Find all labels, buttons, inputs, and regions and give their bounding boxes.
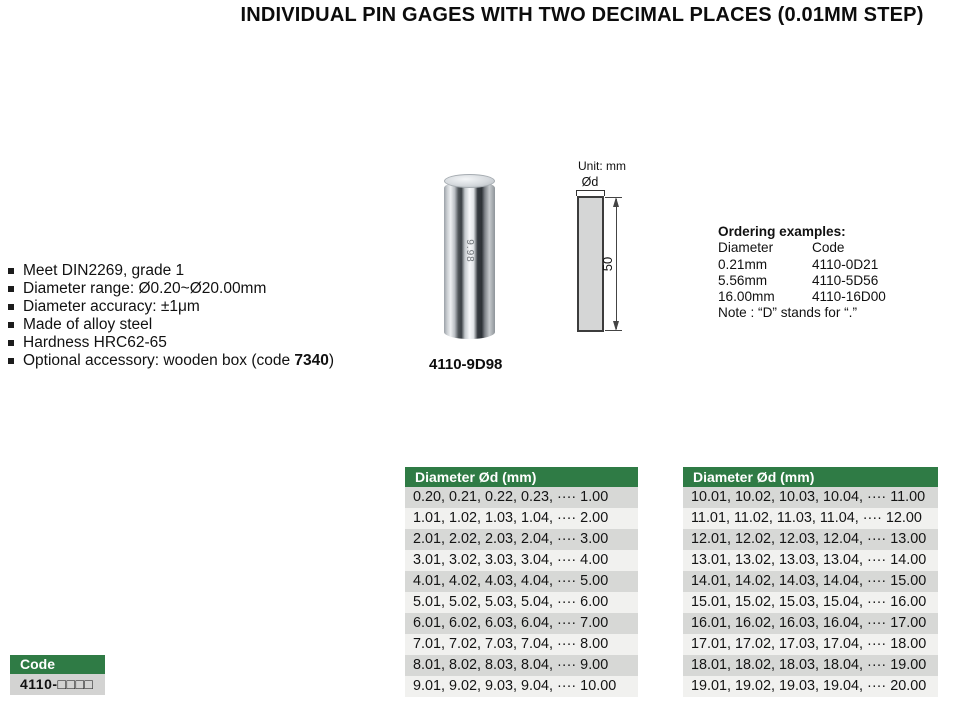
feature-text: Optional accessory: wooden box (code 7340) bbox=[23, 352, 335, 369]
pin-gage-top-face bbox=[444, 174, 495, 188]
ordering-examples bbox=[718, 224, 886, 322]
feature-item bbox=[8, 280, 334, 298]
table-rows bbox=[405, 487, 638, 697]
feature-text: Hardness HRC62-65 bbox=[23, 334, 167, 351]
table-row: 17.01, 17.02, 17.03, 17.04, ···· 18.00 bbox=[683, 634, 938, 655]
table-row: 8.01, 8.02, 8.03, 8.04, ···· 9.00 bbox=[405, 655, 638, 676]
unit-label: Unit: mm bbox=[578, 159, 626, 173]
table-row: 2.01, 2.02, 2.03, 2.04, ···· 3.00 bbox=[405, 529, 638, 550]
pin-engraving-text: 9.98 bbox=[464, 239, 476, 263]
table-row: 13.01, 13.02, 13.03, 13.04, ···· 14.00 bbox=[683, 550, 938, 571]
page-title: INDIVIDUAL PIN GAGES WITH TWO DECIMAL PLACES (0.01MM STEP) bbox=[240, 4, 924, 26]
table-row: 3.01, 3.02, 3.03, 3.04, ···· 4.00 bbox=[405, 550, 638, 571]
table-row: 16.01, 16.02, 16.03, 16.04, ···· 17.00 bbox=[683, 613, 938, 634]
table-row: 18.01, 18.02, 18.03, 18.04, ···· 19.00 bbox=[683, 655, 938, 676]
ordering-col-code: Code bbox=[812, 240, 845, 256]
code-box-header: Code bbox=[10, 655, 105, 674]
table-row: 9.01, 9.02, 9.03, 9.04, ···· 10.00 bbox=[405, 676, 638, 697]
ordering-row: 5.56mm 4110-5D56 bbox=[718, 272, 879, 288]
diameter-table-1 bbox=[405, 467, 638, 697]
ordering-note: Note : “D” stands for “.” bbox=[718, 305, 857, 321]
feature-item bbox=[8, 298, 334, 316]
height-dim-label: 50 bbox=[599, 256, 615, 272]
arrow-up-icon bbox=[613, 197, 619, 207]
table-header: Diameter Ød (mm) bbox=[405, 467, 638, 487]
feature-item bbox=[8, 316, 334, 334]
square-bullet-icon bbox=[8, 304, 14, 310]
table-row: 4.01, 4.02, 4.03, 4.04, ···· 5.00 bbox=[405, 571, 638, 592]
square-bullet-icon bbox=[8, 358, 14, 364]
ordering-row: 0.21mm 4110-0D21 bbox=[718, 256, 879, 272]
feature-item bbox=[8, 334, 334, 352]
ordering-heading: Ordering examples: bbox=[718, 224, 846, 239]
table-row: 5.01, 5.02, 5.03, 5.04, ···· 6.00 bbox=[405, 592, 638, 613]
diameter-dim-label: Ød bbox=[581, 175, 599, 189]
table-row: 1.01, 1.02, 1.03, 1.04, ···· 2.00 bbox=[405, 508, 638, 529]
feature-item bbox=[8, 262, 334, 280]
feature-list bbox=[8, 262, 334, 370]
code-box bbox=[10, 655, 105, 695]
table-row: 6.01, 6.02, 6.03, 6.04, ···· 7.00 bbox=[405, 613, 638, 634]
table-row: 0.20, 0.21, 0.22, 0.23, ···· 1.00 bbox=[405, 487, 638, 508]
table-row: 19.01, 19.02, 19.03, 19.04, ···· 20.00 bbox=[683, 676, 938, 697]
table-row: 15.01, 15.02, 15.03, 15.04, ···· 16.00 bbox=[683, 592, 938, 613]
table-row: 7.01, 7.02, 7.03, 7.04, ···· 8.00 bbox=[405, 634, 638, 655]
product-code-label: 4110-9D98 bbox=[429, 356, 503, 373]
code-box-value: 4110-□□□□ bbox=[10, 674, 105, 695]
ordering-col-diameter: Diameter bbox=[718, 240, 774, 256]
table-header: Diameter Ød (mm) bbox=[683, 467, 938, 487]
feature-item bbox=[8, 352, 334, 370]
table-row: 10.01, 10.02, 10.03, 10.04, ···· 11.00 bbox=[683, 487, 938, 508]
square-bullet-icon bbox=[8, 322, 14, 328]
feature-text: Meet DIN2269, grade 1 bbox=[23, 262, 185, 279]
square-bullet-icon bbox=[8, 286, 14, 292]
feature-text: Diameter accuracy: ±1μm bbox=[23, 298, 200, 315]
ordering-row: 16.00mm 4110-16D00 bbox=[718, 289, 886, 305]
table-row: 11.01, 11.02, 11.03, 11.04, ···· 12.00 bbox=[683, 508, 938, 529]
square-bullet-icon bbox=[8, 340, 14, 346]
table-rows bbox=[683, 487, 938, 697]
feature-text: Made of alloy steel bbox=[23, 316, 153, 333]
diameter-table-2 bbox=[683, 467, 938, 697]
arrow-down-icon bbox=[613, 321, 619, 331]
table-row: 12.01, 12.02, 12.03, 12.04, ···· 13.00 bbox=[683, 529, 938, 550]
table-row: 14.01, 14.02, 14.03, 14.04, ···· 15.00 bbox=[683, 571, 938, 592]
ordering-column-headers bbox=[718, 240, 886, 256]
feature-text: Diameter range: Ø0.20~Ø20.00mm bbox=[23, 280, 267, 297]
square-bullet-icon bbox=[8, 268, 14, 274]
